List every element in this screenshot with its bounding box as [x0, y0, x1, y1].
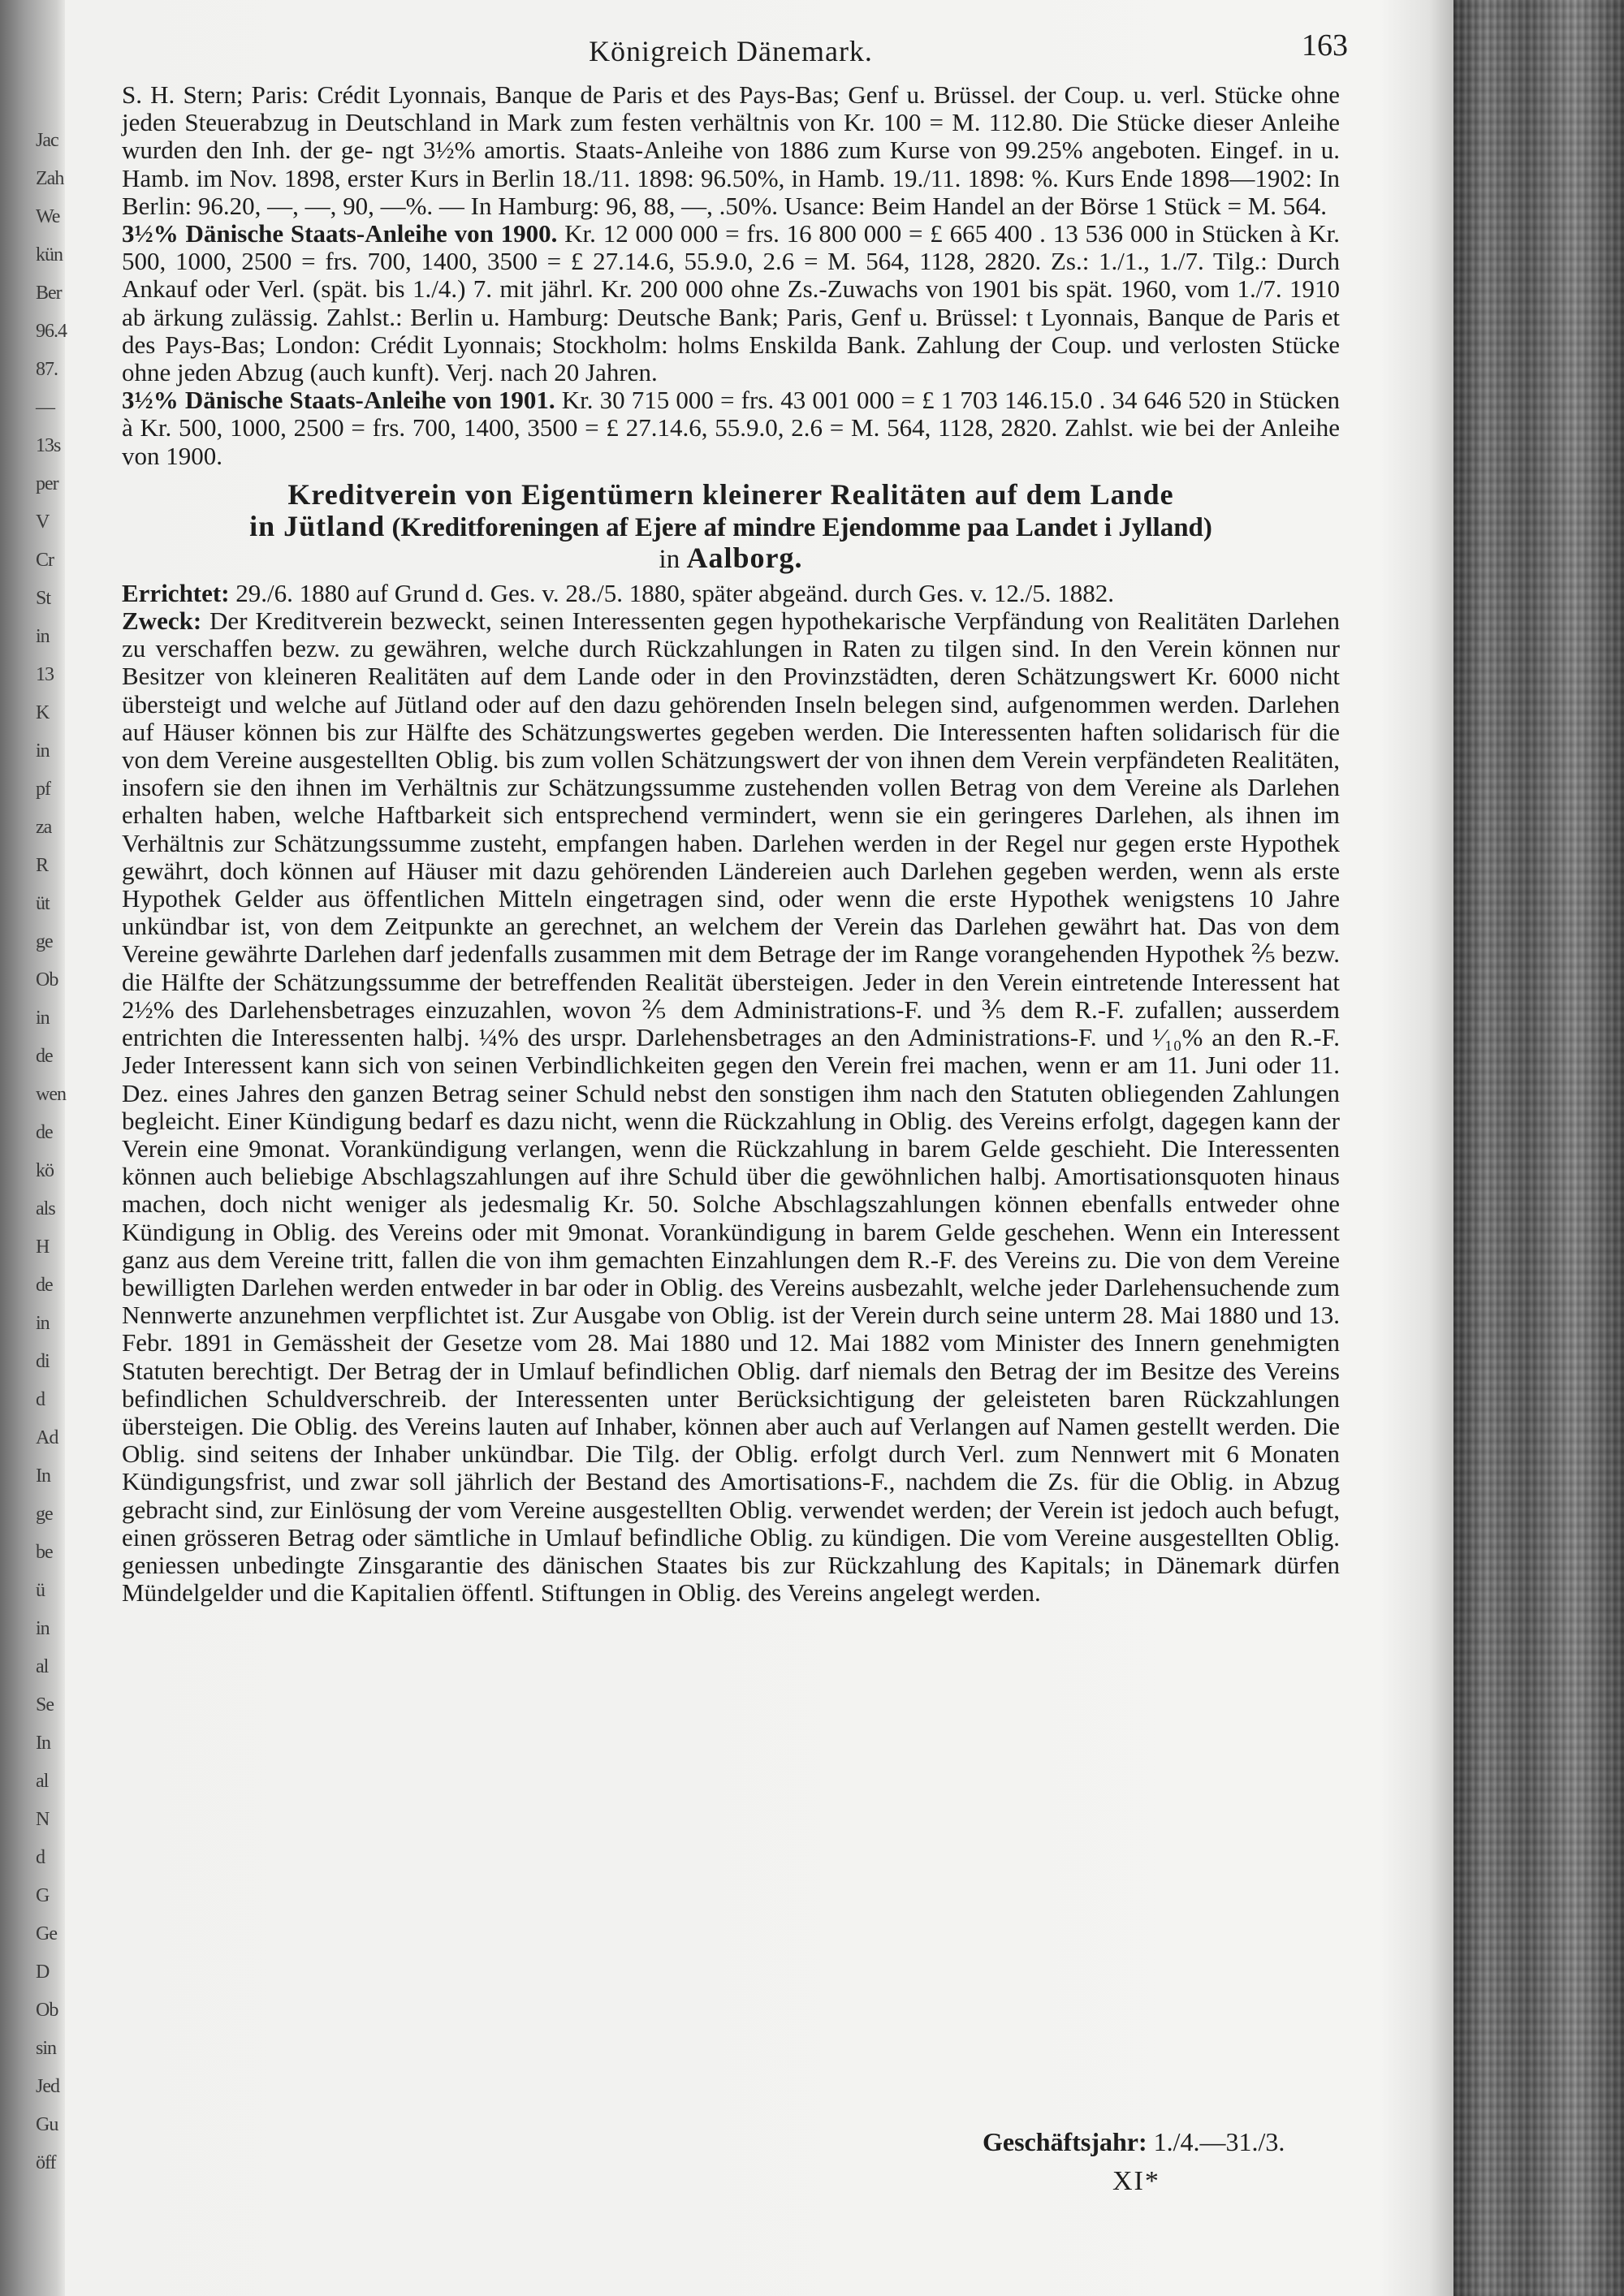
margin-fragment: In: [36, 1733, 50, 1754]
margin-fragment: d: [36, 1847, 45, 1868]
page-body: [122, 24, 1348, 1608]
margin-fragment: St: [36, 588, 51, 609]
margin-fragment: de: [36, 1275, 53, 1296]
zweck-label: Zweck:: [122, 606, 202, 636]
margin-fragment: Jed: [36, 2076, 59, 2097]
margin-fragment: sin: [36, 2038, 57, 2059]
margin-fragment: In: [36, 1465, 50, 1487]
margin-fragment: R: [36, 855, 49, 876]
margin-fragment: Zah: [36, 168, 64, 189]
margin-fragment: Se: [36, 1694, 54, 1716]
margin-fragment: 96.4: [36, 321, 67, 342]
margin-fragment: H: [36, 1236, 50, 1258]
margin-fragment: in: [36, 626, 50, 647]
margin-fragment: Ob: [36, 969, 58, 990]
margin-fragment: Jac: [36, 130, 58, 151]
margin-fragment: in: [36, 1008, 50, 1029]
margin-fragment: kö: [36, 1160, 54, 1181]
margin-fragment: als: [36, 1198, 55, 1219]
margin-fragment: di: [36, 1351, 50, 1372]
errichtet-line: [122, 580, 1340, 607]
margin-fragment: ge: [36, 1504, 53, 1525]
margin-fragment: za: [36, 817, 52, 838]
margin-fragment: ü: [36, 1580, 45, 1601]
margin-fragment: 13: [36, 664, 54, 685]
margin-fragment: de: [36, 1046, 53, 1067]
margin-fragment: wen: [36, 1084, 66, 1105]
margin-fragment: N: [36, 1809, 50, 1830]
section-title-city: Aalborg.: [686, 541, 803, 574]
geschaeftsjahr-value: 1./4.—31./3.: [1153, 2127, 1285, 2156]
margin-fragment: be: [36, 1542, 53, 1563]
section-title-jutland: in Jütland: [249, 509, 386, 542]
margin-fragment: in: [36, 1313, 50, 1334]
margin-fragment: öff: [36, 2152, 56, 2173]
section-title-in: in: [659, 544, 680, 574]
margin-fragment: —: [36, 397, 54, 418]
margin-fragment: Ber: [36, 283, 62, 304]
margin-fragment: pf: [36, 779, 50, 800]
loan-1901-entry: [122, 386, 1340, 470]
margin-fragment: D: [36, 1962, 50, 1983]
geschaeftsjahr: [983, 2127, 1285, 2157]
loan-1901-body: Kr. 30 715 000 = frs. 43 001 000 = £ 1 703 146.15.0 . 34 646 520 in Stücken à Kr. 500, 1000, 2500 = frs. 700, 1400, 3500 = £ 27.14.6, 55.9.0, 2.6 = M. 564, 1128, 2820. Zahlst. wie bei der Anleihe von 1900.: [122, 386, 1340, 470]
errichtet-text: 29./6. 1880 auf Grund d. Ges. v. 28./5. 1880, später abgeänd. durch Ges. v. 12./5. 1882.: [235, 578, 1114, 607]
margin-fragment: Ob: [36, 2000, 58, 2021]
margin-fragment: Cr: [36, 550, 54, 571]
margin-fragment: al: [36, 1656, 49, 1677]
margin-fragment: in: [36, 740, 50, 762]
book-binding-edge: [1453, 0, 1624, 2296]
margin-fragment: Ad: [36, 1427, 58, 1448]
intro-paragraph: S. H. Stern; Paris: Crédit Lyonnais, Banque de Paris et des Pays-Bas; Genf u. Brüssel. der Coup. u. verl. Stücke ohne jeden Steuerabzug in Deutschland in Mark zum festen verhältnis von Kr. 100 = M. 112.80. Die Stücke dieser Anleihe wurden den Inh. der ge- ngt 3½% amortis. Staats-Anleihe von 1886 zum Kurse von 99.25% angeboten. Eingef. in u. Hamb. im Nov. 1898, erster Kurs in Berlin 18./11. 1898: 96.50%, in Hamb. 19./11. 1898: %. Kurs Ende 1898—1902: In Berlin: 96.20, —, —, 90, —%. — In Hamburg: 96, 88, —, .50%. Usance: Beim Handel an der Börse 1 Stück = M. 564.: [122, 80, 1340, 220]
geschaeftsjahr-label: Geschäftsjahr:: [983, 2127, 1147, 2156]
running-header: [122, 24, 1348, 81]
zweck-text: Der Kreditverein bezweckt, seinen Interessenten gegen hypothekarische Verpfändung von Realitäten Darlehen zu verschaffen bezw. zu gewähren, welche durch Rückzahlungen in Raten zu tilgen sind. In den Verein können nur Besitzer von kleineren Realitäten auf dem Lande oder in den Provinzstädten, deren Schätzungswert Kr. 6000 nicht übersteigt und welche auf Jütland oder auf den dazu gehörenden Inseln belegen sind, aufgenommen werden. Darlehen auf Häuser können bis zur Hälfte des Schätzungswertes gegeben werden. Die Interessenten haften solidarisch für die von dem Vereine ausgestellten Oblig. bis zum vollen Schätzungswert der von ihnen dem Verein verpfändeten Realitäten, insofern sie den ihnen im Verhältnis zur Schätzungssumme zustehenden vollen Betrag von dem Vereine als Darlehen erhalten haben, welche Haftbarkeit sich entsprechend vermindert, wenn sie ein geringeres Darlehen, als ihnen im Verhältnis zur Schätzungssumme zusteht, empfangen haben. Darlehen werden in der Regel nur gegen erste Hypothek gewährt, doch können auf Häuser mit dazu gehörenden Ländereien auch Darlehen gegeben werden, wenn als erste Hypothek Gelder aus öffentlichen Mitteln eingetragen sind, oder wenn die erste Hypothek wenigstens 10 Jahre unkündbar ist, von dem Zeitpunkte an gerechnet, an welchem der Verein das Darlehen gewährt hat. Das von dem Vereine gewährte Darlehen darf jedenfalls zusammen mit dem Betrage der im Range vorangehenden Hypothek ⅖ bezw. die Hälfte der Schätzungssumme der betreffenden Realität übersteigen. Jeder in den Verein eintretende Interessent hat 2½% des Darlehensbetrages einzuzahlen, wovon ⅖ dem Administrations-F. und ⅗ dem R.-F. zufallen; ausserdem entrichten die Interessenten halbj. ¼% des urspr. Darlehensbetrages an den Administrations-F. und ¹⁄₁₀% an den R.-F. Jeder Interessent kann sich von seinen Verbindlichkeiten gegen den Verein frei machen, wenn er am 11. Juni oder 11. Dez. eines Jahres den ganzen Betrag seiner Schuld nebst den sonstigen ihm nach den Statuten obliegenden Zahlungen begleicht. Einer Kündigung bedarf es dazu nicht, wenn die Rückzahlung in Oblig. des Vereins erfolgt, dagegen kann der Verein eine 9monat. Vorankündigung verlangen, wenn die Rückzahlung in barem Gelde geschieht. Die Interessenten können auch beliebige Abschlagszahlungen auf ihre Schuld über die gewöhnlichen halbj. Amortisationsquoten hinaus machen, doch nicht weniger als jedesmalig Kr. 50. Solche Abschlagszahlungen können ebenfalls entweder ohne Kündigung in Oblig. des Vereins oder mit 9monat. Vorankündigung in barem Gelde geschehen. Wenn ein Interessent ganz aus dem Vereine tritt, fallen die von ihm gemachten Einzahlungen dem R.-F. des Vereins zu. Die von dem Vereine bewilligten Darlehen werden entweder in bar oder in Oblig. des Vereins ausbezahlt, welche jeder Darlehensuchende zum Nennwerte anzunehmen verpflichtet ist. Zur Ausgabe von Oblig. ist der Verein durch seine unterm 28. Mai 1880 und 13. Febr. 1891 in Gemässheit der Gesetze vom 28. Mai 1880 und 12. Mai 1882 vom Minister des Innern genehmigten Statuten berechtigt. Der Betrag der in Umlauf befindlichen Oblig. darf niemals den Betrag der im Besitze des Vereins befindlichen Schuldverschreib. der Interessenten unter Berücksichtigung der geleisteten baren Rückzahlungen übersteigen. Die Oblig. des Vereins lauten auf Inhaber, können aber auch auf Verlangen auf Namen gestellt werden. Die Oblig. sind seitens der Inhaber unkündbar. Die Tilg. der Oblig. erfolgt durch Verl. zum Nennwert mit 6 Monaten Kündigungsfrist, und zwar soll jährlich der Bestand des Amortisations-F., nachdem die Zs. für die Oblig. in Abzug gebracht sind, zur Einlösung der vom Vereine ausgestellten Oblig. verwendet werden; der Verein ist jedoch auch befugt, einen grösseren Betrag oder sämtliche in Umlauf befindliche Oblig. zu kündigen. Die vom Vereine ausgestellten Oblig. geniessen unbedingte Zinsgarantie des dänischen Staates bis zur Rückzahlung des Kapitals; in Dänemark dürfen Mündelgelder und die Kapitalien öffentl. Stiftungen in Oblig. des Vereins angelegt werden.: [122, 606, 1340, 1608]
margin-fragment: K: [36, 702, 50, 723]
margin-fragment: Ge: [36, 1923, 57, 1944]
margin-fragment: d: [36, 1389, 45, 1410]
running-title: Königreich Dänemark.: [589, 35, 873, 67]
loan-1900-body: Kr. 12 000 000 = frs. 16 800 000 = £ 665 400 . 13 536 000 in Stücken à Kr. 500, 1000, 2500 = frs. 700, 1400, 3500 = £ 27.14.6, 55.9.0, 2.6 = M. 564, 1128, 2820. Zs.: 1./1., 1./7. Tilg.: Durch Ankauf oder Verl. (spät. bis 1./4.) 7. mit jährl. Kr. 200 000 ohne Zs.-Zuwachs von 1901 bis spät. 1960, vom 1./7. 1910 ab ärkung zulässig. Zahlst.: Berlin u. Hamburg: Deutsche Bank; Paris, Genf u. Brüssel: t Lyonnais, Banque de Paris et des Pays-Bas; London: Crédit Lyonnais; Stockholm: holms Enskilda Bank. Zahlung der Coup. und verlosten Stücke ohne jeden Abzug (auch kunft). Verj. nach 20 Jahren.: [122, 219, 1340, 387]
margin-fragment: G: [36, 1885, 50, 1906]
margin-fragment: de: [36, 1122, 53, 1143]
errichtet-label: Errichtet:: [122, 578, 230, 607]
loan-1900-entry: [122, 220, 1340, 386]
margin-fragment: 87.: [36, 359, 58, 380]
previous-page-margin: [0, 0, 65, 2296]
section-title: [122, 477, 1340, 575]
margin-fragment: üt: [36, 893, 50, 914]
margin-fragment: V: [36, 511, 50, 533]
section-title-main: Kreditverein von Eigentümern kleinerer Realitäten auf dem Lande: [287, 477, 1174, 511]
margin-fragment: ge: [36, 931, 53, 952]
margin-fragment: Gu: [36, 2114, 58, 2135]
section-title-danish: (Kreditforeningen af Ejere af mindre Ejendomme paa Landet i Jylland): [391, 512, 1212, 542]
signature-mark: XI*: [1112, 2166, 1160, 2196]
loan-1900-heading: 3½% Dänische Staats-Anleihe von 1900.: [122, 219, 558, 248]
margin-fragment: al: [36, 1771, 49, 1792]
margin-fragment: kün: [36, 244, 63, 265]
margin-fragment: We: [36, 206, 60, 227]
margin-fragment: in: [36, 1618, 50, 1639]
zweck-paragraph: [122, 607, 1340, 1607]
loan-1901-heading: 3½% Dänische Staats-Anleihe von 1901.: [122, 386, 555, 415]
margin-fragment: 13s: [36, 435, 61, 456]
page-number: 163: [1302, 28, 1348, 63]
margin-fragment: per: [36, 473, 58, 494]
